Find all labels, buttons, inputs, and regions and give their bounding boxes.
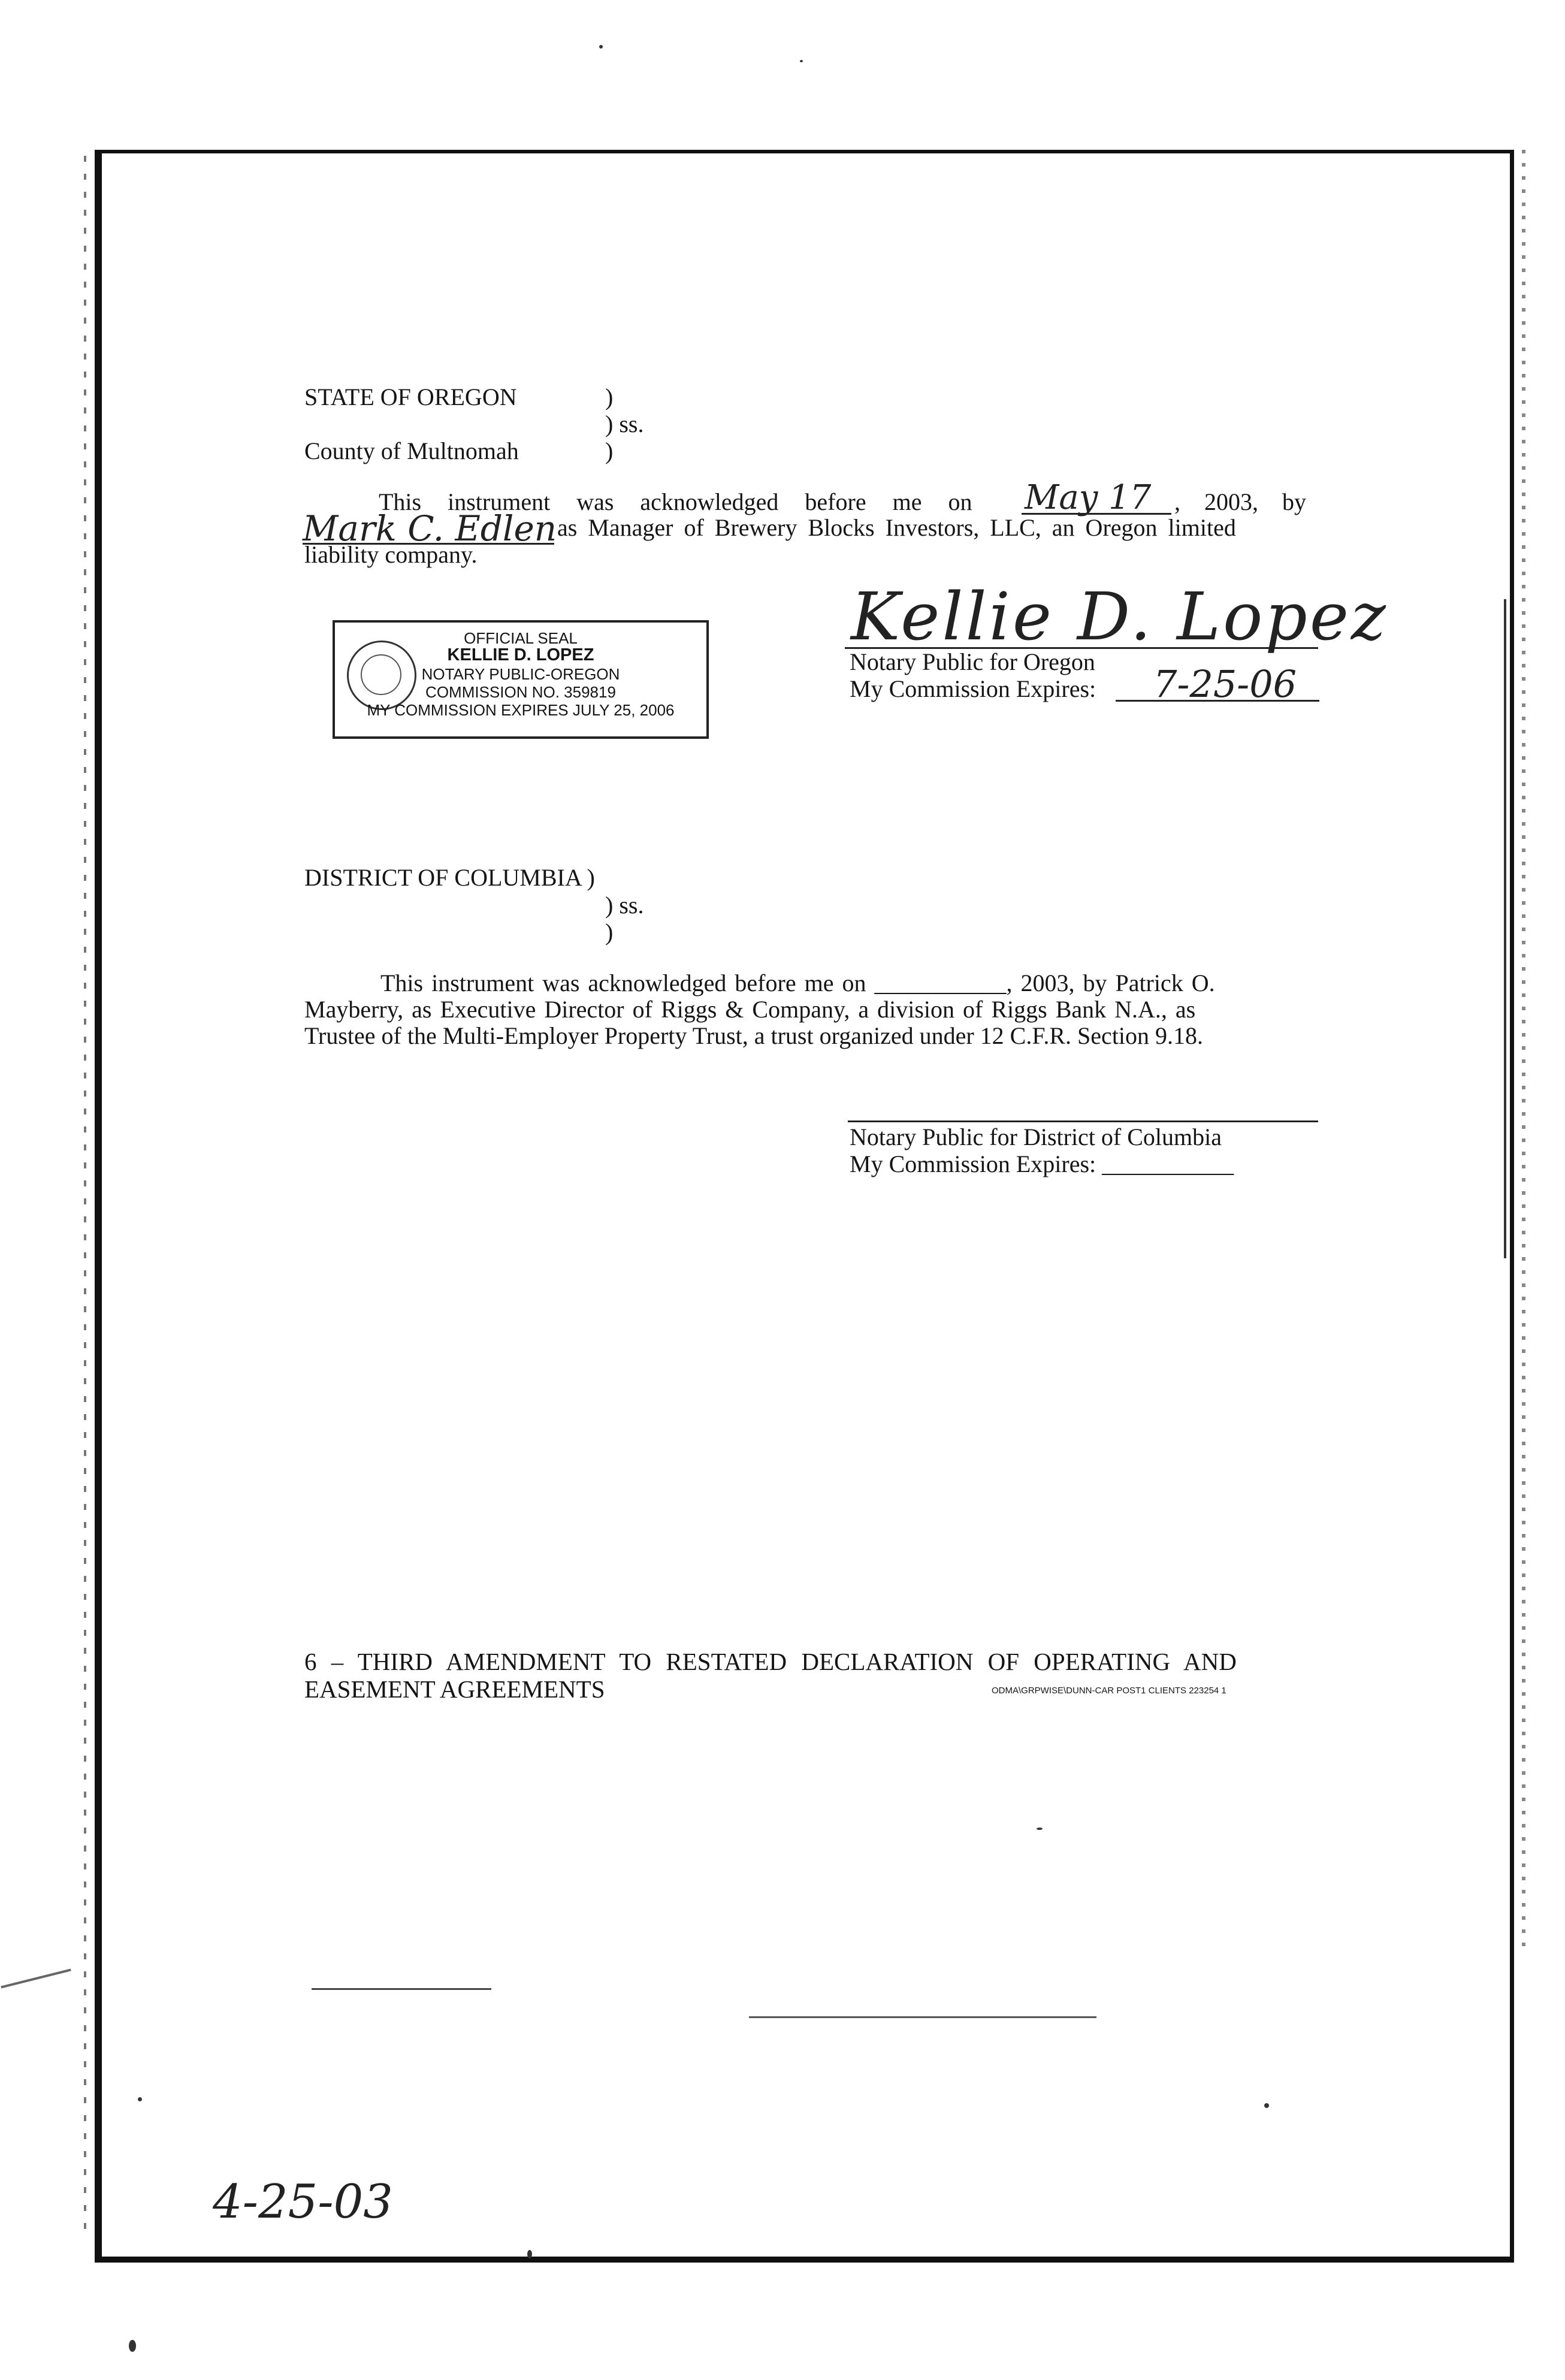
venue-paren-3: ): [605, 437, 614, 464]
oregon-ack-text-3: liability company.: [304, 541, 478, 568]
signer-name-handwritten: Mark C. Edlen: [303, 508, 557, 549]
copy-artifact-streak: [312, 1988, 491, 1990]
copy-speck: [138, 2097, 142, 2101]
oregon-notary-label: Notary Public for Oregon: [850, 648, 1095, 675]
county-label: County of Multnomah: [304, 437, 519, 464]
state-of-oregon-label: STATE OF OREGON: [304, 383, 517, 410]
copy-artifact-edge: [1504, 599, 1506, 1258]
copy-speck: [527, 2250, 532, 2258]
oregon-expires-blank-line: [1116, 700, 1319, 702]
copy-speck: [800, 60, 803, 62]
copy-speck: [129, 2340, 136, 2352]
dc-notary-signature-line: [848, 1120, 1318, 1122]
seal-role: NOTARY PUBLIC-OREGON: [421, 665, 620, 683]
copy-speck: [599, 45, 603, 49]
footer-document-code: ODMA\GRPWISE\DUNN-CAR POST1 CLIENTS 223254 1: [992, 1686, 1226, 1696]
oregon-ack-date-handwritten: May 17: [1025, 478, 1152, 517]
oregon-ack-text-2: as Manager of Brewery Blocks Investors, LLC, an Oregon limited: [557, 514, 1236, 541]
dc-commission-expires-label: My Commission Expires: ___________: [850, 1150, 1234, 1177]
district-of-columbia-label: DISTRICT OF COLUMBIA ): [304, 864, 595, 891]
oregon-commission-expires-label: My Commission Expires:: [850, 675, 1096, 702]
footer-title-line-2: EASEMENT AGREEMENTS: [304, 1675, 605, 1703]
copy-speck: [1037, 1828, 1043, 1830]
seal-expiration: MY COMMISSION EXPIRES JULY 25, 2006: [367, 701, 675, 719]
official-notary-seal-stamp: [333, 620, 709, 739]
copy-artifact-streak: [749, 2016, 1096, 2018]
dc-venue-paren-3: ): [605, 919, 614, 946]
margin-handwritten-date: 4-25-03: [213, 2175, 393, 2229]
dc-ack-text-3: Trustee of the Multi-Employer Property Trust, a trust organized under 12 C.F.R. Section 9.18.: [304, 1022, 1204, 1049]
footer-title-line-1: 6 – THIRD AMENDMENT TO RESTATED DECLARATION OF OPERATING AND: [304, 1648, 1237, 1675]
oregon-ack-text-1b: , 2003, by: [1174, 488, 1306, 515]
copy-speck: [1264, 2103, 1269, 2108]
oregon-ack-text-1: This instrument was acknowledged before me on: [379, 488, 972, 515]
dc-ack-text-1: This instrument was acknowledged before me on ___________, 2003, by Patrick O.: [380, 969, 1215, 996]
oregon-notary-signature: Kellie D. Lopez: [851, 578, 1388, 655]
dc-notary-label: Notary Public for District of Columbia: [850, 1123, 1222, 1150]
seal-title: OFFICIAL SEAL: [464, 629, 578, 647]
photocopy-frame: [95, 150, 1514, 2263]
copy-artifact-edge: [1522, 150, 1525, 1947]
copy-artifact-streak: [1, 1969, 71, 1989]
seal-commission-number: COMMISSION NO. 359819: [425, 683, 616, 701]
seal-notary-name: KELLIE D. LOPEZ: [447, 645, 594, 665]
venue-ss: ) ss.: [605, 410, 644, 437]
copy-artifact-edge: [84, 156, 86, 2241]
oregon-commission-expires-handwritten: 7-25-06: [1153, 662, 1297, 706]
venue-paren-1: ): [605, 383, 614, 410]
dc-venue-ss: ) ss.: [605, 892, 644, 919]
dc-ack-text-2: Mayberry, as Executive Director of Riggs & Company, a division of Riggs Bank N.A., as: [304, 996, 1196, 1023]
